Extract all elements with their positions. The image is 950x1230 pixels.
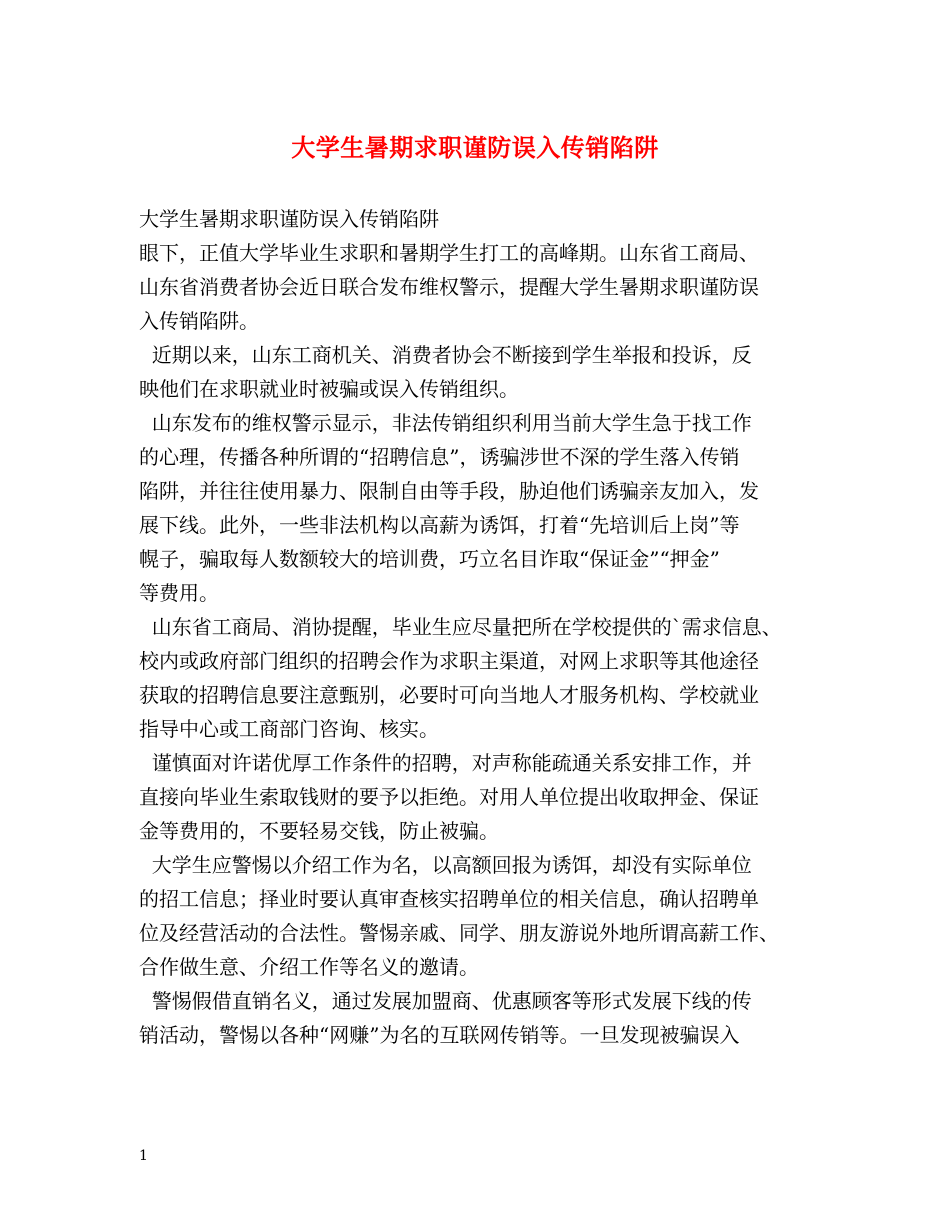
text-line: 等费用。 — [139, 581, 219, 605]
text-line: 的心理，传播各种所谓的“招聘信息”，诱骗涉世不深的学生落入传销 — [139, 445, 740, 469]
page-number: 1 — [139, 1148, 148, 1164]
text-line: 展下线。此外，一些非法机构以高薪为诱饵，打着“先培训后上岗”等 — [139, 513, 740, 537]
text-line: 山东省工商局、消协提醒，毕业生应尽量把所在学校提供的`需求信息、 — [139, 615, 782, 639]
text-line: 山东省消费者协会近日联合发布维权警示，提醒大学生暑期求职谨防误 — [139, 275, 759, 299]
text-line: 幌子，骗取每人数额较大的培训费，巧立名目诈取“保证金”“押金” — [139, 547, 720, 571]
text-line: 映他们在求职就业时被骗或误入传销组织。 — [139, 377, 519, 401]
text-line: 入传销陷阱。 — [139, 309, 259, 333]
text-line: 销活动，警惕以各种“网赚”为名的互联网传销等。一旦发现被骗误入 — [139, 1023, 740, 1047]
text-line: 陷阱，并往往使用暴力、限制自由等手段，胁迫他们诱骗亲友加入，发 — [139, 479, 759, 503]
text-line: 谨慎面对许诺优厚工作条件的招聘，对声称能疏通关系安排工作，并 — [139, 751, 752, 775]
text-line: 金等费用的，不要轻易交钱，防止被骗。 — [139, 819, 499, 843]
text-line: 眼下，正值大学毕业生求职和暑期学生打工的高峰期。山东省工商局、 — [139, 241, 759, 265]
text-line: 校内或政府部门组织的招聘会作为求职主渠道，对网上求职等其他途径 — [139, 649, 759, 673]
text-line: 警惕假借直销名义，通过发展加盟商、优惠顾客等形式发展下线的传 — [139, 989, 752, 1013]
text-line: 合作做生意、介绍工作等名义的邀请。 — [139, 955, 479, 979]
text-line: 获取的招聘信息要注意甄别，必要时可向当地人才服务机构、学校就业 — [139, 683, 759, 707]
text-line: 指导中心或工商部门咨询、核实。 — [139, 717, 439, 741]
text-line: 山东发布的维权警示显示，非法传销组织利用当前大学生急于找工作 — [139, 411, 752, 435]
text-line: 大学生应警惕以介绍工作为名，以高额回报为诱饵，却没有实际单位 — [139, 853, 752, 877]
text-line: 位及经营活动的合法性。警惕亲戚、同学、朋友游说外地所谓高薪工作、 — [139, 921, 779, 945]
document-body — [139, 202, 815, 1052]
text-line: 直接向毕业生索取钱财的要予以拒绝。对用人单位提出收取押金、保证 — [139, 785, 759, 809]
text-line: 的招工信息；择业时要认真审查核实招聘单位的相关信息，确认招聘单 — [139, 887, 759, 911]
text-line: 大学生暑期求职谨防误入传销陷阱 — [139, 207, 439, 231]
document-title: 大学生暑期求职谨防误入传销陷阱 — [291, 133, 659, 162]
text-line: 近期以来，山东工商机关、消费者协会不断接到学生举报和投诉，反 — [139, 343, 752, 367]
